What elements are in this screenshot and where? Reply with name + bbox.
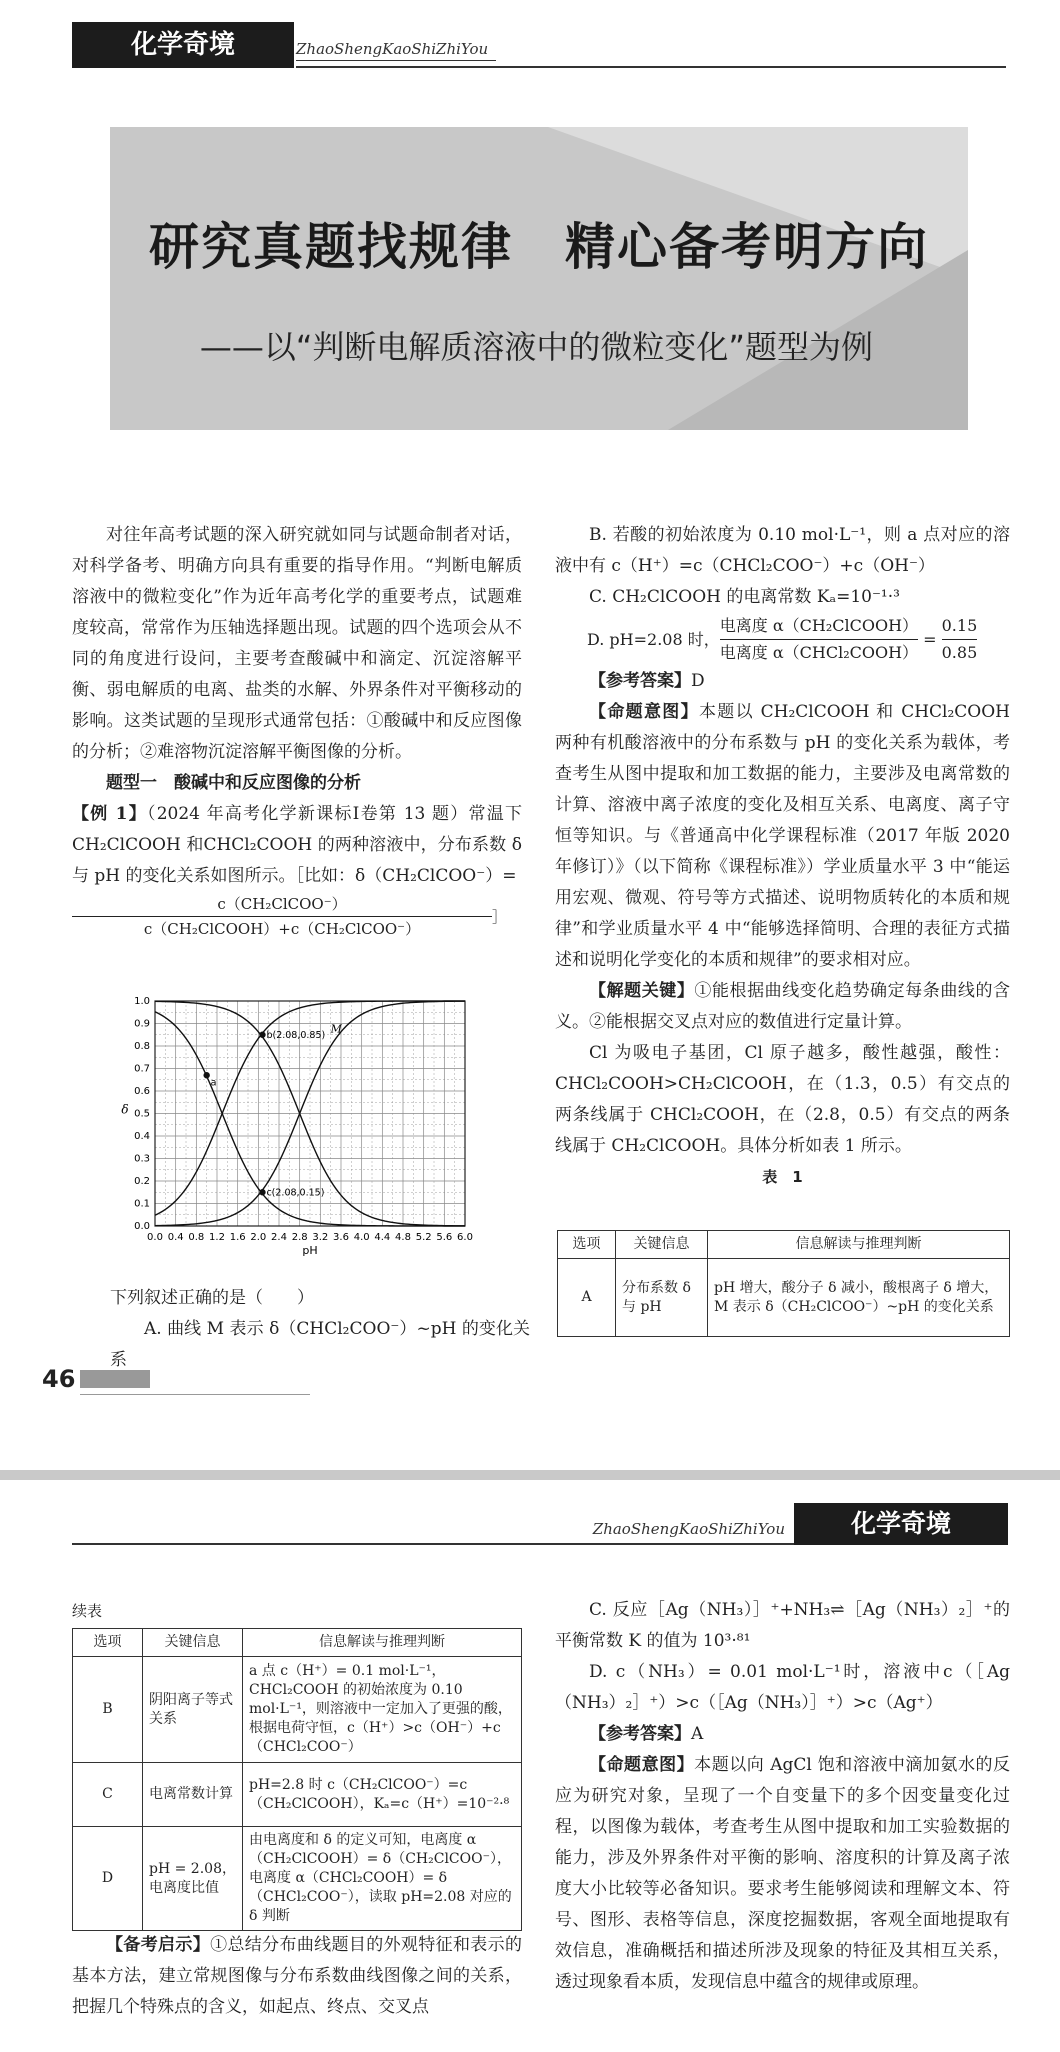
fraction: c（CH₂ClCOO⁻） c（CH₂ClCOOH）+c（CH₂ClCOO⁻） ］ (72, 892, 522, 941)
intent-text: 本题以 CH₂ClCOOH 和 CHCl₂COOH 两种有机酸溶液中的分布系数与 pH 的变化关系为载体，考查考生从图中提取和加工数据的能力，主要涉及电离常数的计算、溶液中离子浓度的变化及相互关系、电离度、离子守恒等知识。与《普通高中化学课程标准（2017 年版 2020 年修订）》（以下简称《课程标准》）学业质量水平 3 中“能运用宏观、微观、符号等方式描述、说明物质转化的本质和规律”和学业质量水平 4 中“能够选择简明、合理的表征方式描述和说明化学变化的本质和规律”的要求相对应。 (555, 702, 1011, 970)
intent-2 (555, 1750, 1010, 1998)
table-cell: a 点 c（H⁺）= 0.1 mol·L⁻¹，CHCl₂COOH 的初始浓度为 0.10 mol·L⁻¹，则溶液中一定加入了更强的酸，根据电荷守恒，c（H⁺）>c（OH⁻）+c（CHCl₂COO⁻） (243, 1657, 522, 1763)
continued-label: 续表 (72, 1602, 103, 1620)
y-tick-label: 0.5 (134, 1108, 150, 1120)
x-tick-label: 4.8 (395, 1232, 411, 1243)
tips (72, 1930, 522, 2023)
y-tick-label: 1.0 (134, 996, 150, 1007)
answer-label-2: 【参考答案】 (589, 1724, 691, 1744)
article-title: 研究真题找规律 精心备考明方向 (149, 218, 929, 276)
key-points (555, 976, 1010, 1038)
point-label: a (210, 1077, 217, 1089)
option-d-denominator: 电离度 α（CHCl₂COOH） (720, 639, 918, 666)
column-label: 化学奇境 (72, 22, 294, 68)
y-tick-label: 0.6 (134, 1086, 150, 1097)
x-tick-label: 0.0 (147, 1232, 163, 1243)
question-block (110, 1283, 530, 1376)
y-tick-label: 0.9 (134, 1018, 150, 1030)
key-text: ①能根据曲线变化趋势确定每条曲线的含义。②能根据交叉点对应的数值进行定量计算。 (555, 981, 1011, 1032)
table-header: 关键信息 (616, 1231, 708, 1259)
example-text: （2024 年高考化学新课标Ⅰ卷第 13 题）常温下CH₂ClCOOH 和CHCl₂COOH 的两种溶液中，分布系数 δ 与 pH 的变化关系如图所示。［比如：δ（CH₂ClCOO⁻）= (72, 804, 522, 886)
answer (555, 666, 1010, 697)
answer-value: D (691, 671, 705, 691)
option-d: D. pH=2.08 时， 电离度 α（CH₂ClCOOH） 电离度 α（CHCl₂COOH） = $\frac{0.15}{0.85}$ (587, 613, 1010, 666)
page-divider (0, 1470, 1060, 1480)
table-cell: 电离常数计算 (143, 1763, 243, 1827)
table-cell: pH 增大，酸分子 δ 减小，酸根离子 δ 增大，M 表示 δ（CH₂ClCOO⁻）~pH 的变化关系 (708, 1259, 1010, 1337)
footer-rule (80, 1394, 310, 1395)
x-tick-label: 5.2 (415, 1232, 432, 1243)
table-header: 信息解读与推理判断 (708, 1231, 1010, 1259)
point-label: b(2.08,0.85) (266, 1029, 326, 1041)
x-tick-label: 2.0 (250, 1232, 267, 1243)
intent-label: 【命题意图】 (589, 702, 699, 722)
fraction-denominator: c（CH₂ClCOOH）+c（CH₂ClCOO⁻） (72, 916, 492, 941)
intent (555, 697, 1010, 976)
option-b: B. 若酸的初始浓度为 0.10 mol·L⁻¹，则 a 点对应的溶液中有 c（H⁺）=c（CHCl₂COO⁻）+c（OH⁻） (555, 525, 1010, 576)
article-subtitle: ——以“判断电解质溶液中的微粒变化”题型为例 (199, 328, 873, 366)
option-d-ratio-denominator: 0.85 (942, 639, 978, 666)
intro-paragraph: 对往年高考试题的深入研究就如同与试题命制者对话，对科学备考、明确方向具有重要的指导作用。“判断电解质溶液中的微粒变化”作为近年高考化学的重要考点，试题难度较高，常常作为压轴选择题出现。试题的四个选项会从不同的角度进行设问，主要考查酸碱中和滴定、沉淀溶解平衡、弱电解质的电离、盐类的水解、外界条件对平衡移动的影响。这类试题的呈现形式通常包括：①酸碱中和反应图像的分析；②难溶物沉淀溶解平衡图像的分析。 (72, 525, 522, 762)
intent-text-2: 本题以向 AgCl 饱和溶液中滴加氨水的反应为研究对象，呈现了一个自变量下的多个因变量变化过程，以图像为载体，考查考生从图中提取和加工实验数据的能力，涉及外界条件对平衡的影响、溶度积的计算及离子浓度大小比较等必备知识。要求考生能够阅读和理解文本、符号、图形、表格等信息，深度挖掘数据，客观全面地提取有效信息，准确概括和描述所涉及现象的特征及其相互关系，透过现象看本质，发现信息中蕴含的规律或原理。 (555, 1755, 1011, 1992)
table-cell: B (73, 1657, 143, 1763)
data-point (259, 1189, 265, 1195)
x-tick-label: 6.0 (457, 1232, 473, 1243)
table-cell: 由电离度和 δ 的定义可知，电离度 α（CH₂ClCOOH）= δ（CH₂ClCOO⁻），电离度 α（CHCl₂COOH）= δ（CHCl₂COO⁻），读取 pH=2.08 对应的 δ 判断 (243, 1827, 522, 1931)
table-cell: 分布系数 δ 与 pH (616, 1259, 708, 1337)
option-d-2: D. c（NH₃）= 0.01 mol·L⁻¹时，溶液中c（［Ag（NH₃）₂］⁺）>c（［Ag（NH₃）］⁺）>c（Ag⁺） (555, 1662, 1010, 1713)
y-tick-label: 0.8 (134, 1041, 150, 1052)
option-d-prefix: D. pH=2.08 时， (587, 629, 720, 649)
x-axis-label: pH (302, 1244, 318, 1257)
header-script-2: ZhaoShengKaoShiZhiYou (592, 1520, 785, 1538)
x-tick-label: 5.6 (436, 1232, 453, 1243)
continued-table (72, 1628, 522, 1931)
answer-label: 【参考答案】 (589, 671, 691, 691)
y-tick-label: 0.4 (134, 1131, 150, 1142)
example-paragraph (72, 799, 522, 892)
tips-block (72, 1930, 522, 2023)
data-point (259, 1032, 265, 1038)
y-axis-label: δ (121, 1102, 129, 1117)
table-header: 关键信息 (143, 1629, 243, 1657)
page-number-bar (80, 1370, 150, 1388)
x-tick-label: 3.6 (333, 1232, 349, 1243)
right-column-2 (555, 1595, 1010, 1998)
table-cell: C (73, 1763, 143, 1827)
header-rule (296, 66, 1006, 68)
x-tick-label: 1.2 (209, 1232, 225, 1243)
title-banner (110, 127, 968, 430)
answer-2 (555, 1719, 1010, 1750)
tips-text: ①总结分布曲线题目的外观特征和表示的基本方法，建立常规图像与分布系数曲线图像之间的关系，把握几个特殊点的含义，如起点、终点、交叉点 (72, 1935, 523, 2017)
y-tick-label: 0.7 (134, 1063, 150, 1075)
table-cell: 阴阳离子等式关系 (143, 1657, 243, 1763)
left-column (72, 520, 522, 941)
x-tick-label: 4.4 (374, 1232, 391, 1243)
option-a: A. 曲线 M 表示 δ（CHCl₂COO⁻）~pH 的变化关系 (110, 1319, 530, 1370)
intent-label-2: 【命题意图】 (589, 1755, 695, 1775)
table-cell: pH = 2.08，电离度比值 (143, 1827, 243, 1931)
header-script: ZhaoShengKaoShiZhiYou (296, 40, 496, 61)
table-cell: A (558, 1259, 616, 1337)
column-label-2: 化学奇境 (794, 1503, 1008, 1545)
x-tick-label: 0.4 (167, 1232, 184, 1243)
fraction-numerator: c（CH₂ClCOO⁻） (217, 895, 347, 913)
analysis: Cl 为吸电子基团，Cl 原子越多，酸性越强，酸性：CHCl₂COOH>CH₂ClCOOH，在（1.3，0.5）有交点的两条线属于 CHCl₂COOH，在（2.8，0.5）有交点的两条线属于 CH₂ClCOOH。具体分析如表 1 所示。 (555, 1043, 1010, 1156)
answer-value-2: A (691, 1724, 704, 1744)
x-tick-label: 2.4 (271, 1232, 287, 1243)
x-tick-label: 2.8 (291, 1232, 308, 1243)
table-cell: D (73, 1827, 143, 1931)
table-header: 选项 (558, 1231, 616, 1259)
table-title: 表 1 (762, 1168, 803, 1186)
page-number: 46 (42, 1365, 76, 1393)
tips-label: 【备考启示】 (106, 1935, 211, 1955)
data-point (203, 1072, 209, 1078)
option-d-numerator: 电离度 α（CH₂ClCOOH） (719, 616, 919, 635)
option-c: C. CH₂ClCOOH 的电离常数 Kₐ=10⁻¹·³ (589, 587, 900, 607)
example-label: 【例 1】 (72, 804, 147, 824)
table-header: 选项 (73, 1629, 143, 1657)
x-tick-label: 4.0 (353, 1232, 370, 1243)
curve-label-m: M (330, 1022, 342, 1036)
table-header: 信息解读与推理判断 (243, 1629, 522, 1657)
section-heading: 题型一 酸碱中和反应图像的分析 (106, 773, 361, 793)
x-tick-label: 3.2 (312, 1232, 329, 1243)
question-text: 下列叙述正确的是（ ） (110, 1288, 314, 1308)
option-c-2: C. 反应［Ag（NH₃）］⁺+NH₃⇌［Ag（NH₃）₂］⁺的平衡常数 K 的值为 10³·⁸¹ (555, 1600, 1010, 1651)
key-label: 【解题关键】 (589, 981, 695, 1001)
y-tick-label: 0.1 (134, 1198, 150, 1210)
distribution-chart (100, 993, 500, 1263)
point-label: c(2.08,0.15) (266, 1187, 325, 1199)
analysis-table (557, 1230, 1010, 1337)
y-tick-label: 0.3 (134, 1153, 150, 1165)
x-tick-label: 0.8 (188, 1232, 205, 1243)
option-d-ratio-numerator: 0.15 (941, 616, 978, 635)
y-tick-label: 0.2 (134, 1176, 150, 1187)
header-rule-2 (72, 1543, 794, 1545)
x-tick-label: 1.6 (229, 1232, 246, 1243)
y-tick-label: 0.0 (134, 1221, 150, 1232)
right-column (555, 520, 1010, 1193)
table-cell: pH=2.8 时 c（CH₂ClCOO⁻）=c（CH₂ClCOOH），Kₐ=c（H⁺）=10⁻²·⁸ (243, 1763, 522, 1827)
